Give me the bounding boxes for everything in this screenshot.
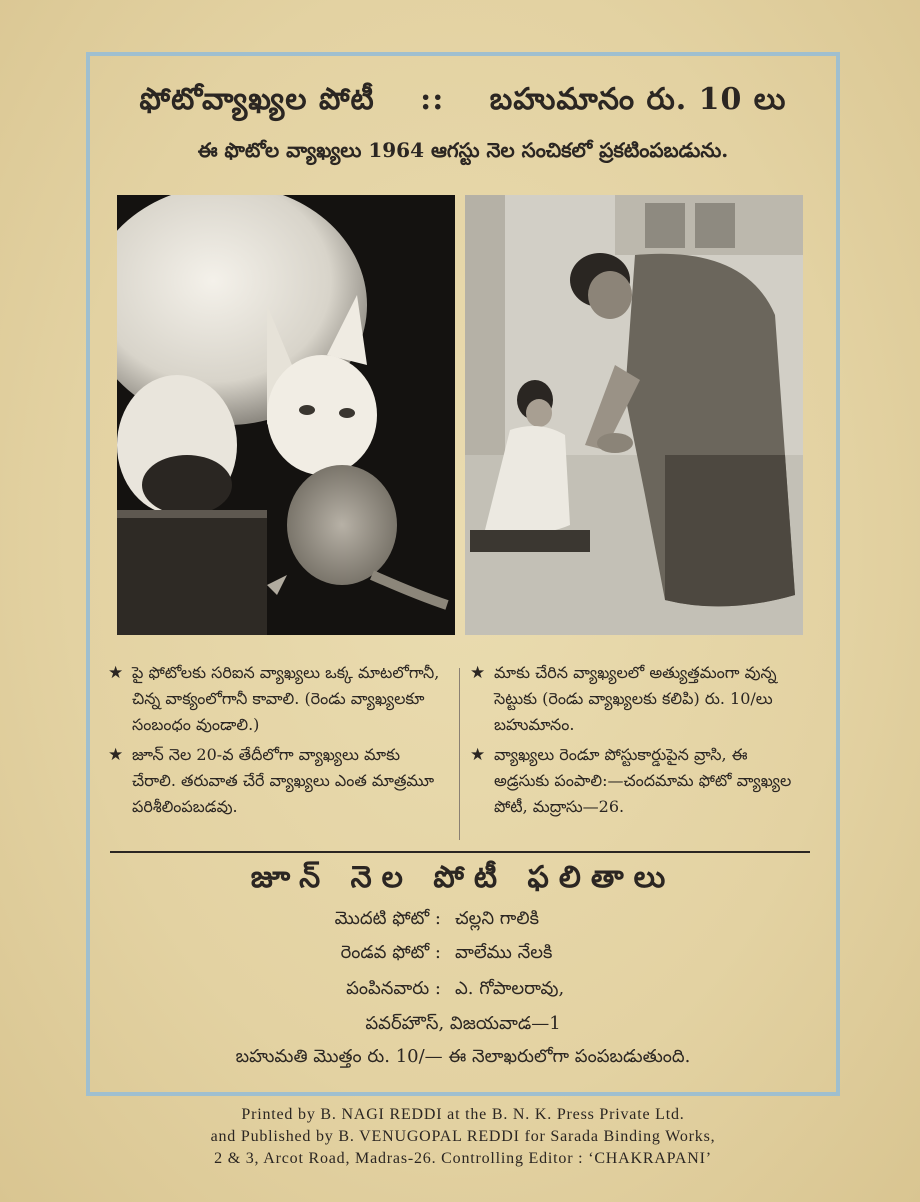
rule-item — [108, 742, 443, 820]
imprint-line: 2 & 3, Arcot Road, Madras-26. Controlling Editor : ‘CHAKRAPANI’ — [214, 1150, 712, 1167]
rule-text: వ్యాఖ్యలు రెండూ పోస్టుకార్డుపైన వ్రాసి, ఈ అడ్రసుకు పంపాలి:—చందమామ ఫోటో వ్యాఖ్యల పోటీ, మద్రాసు—26. — [494, 745, 792, 816]
sender-line — [86, 978, 840, 1003]
first-photo-label: మొదటి ఫోటో : — [334, 908, 441, 929]
woman-and-child-photo — [465, 195, 803, 635]
star-bullet-icon: ★ — [470, 745, 486, 765]
rules-column-left — [108, 660, 443, 824]
contest-title-left: ఫోటోవ్యాఖ్యల పోటీ — [139, 82, 375, 117]
second-photo-result — [86, 942, 840, 967]
second-photo-label: రెండవ ఫోటో : — [340, 942, 441, 963]
first-photo-result — [86, 908, 840, 933]
prize-amount-title: బహుమానం రు. 10 లు — [489, 82, 787, 117]
rule-item — [470, 660, 805, 738]
rule-text: పై ఫోటోలకు సరిఐన వ్యాఖ్యలు ఒక్క మాటలోగానీ, చిన్న వాక్యంలోగానీ కావాలి. (రెండు వ్యాఖ్యలకూ సంబంధం వుండాలి.) — [132, 663, 440, 734]
star-bullet-icon: ★ — [470, 663, 486, 683]
star-bullet-icon: ★ — [108, 745, 124, 765]
star-bullet-icon: ★ — [108, 663, 124, 683]
column-divider — [459, 668, 460, 840]
results-heading: జూన్ నెల పోటీ ఫలితాలు — [250, 860, 676, 895]
first-photo-caption: చల్లని గాలికి — [455, 908, 539, 929]
section-divider — [110, 851, 810, 853]
cat-with-kitten-photo — [117, 195, 455, 635]
rule-text: జూన్ నెల 20-వ తేదీలోగా వ్యాఖ్యలు మాకు చేరాలి. తరువాత చేరే వ్యాఖ్యలు ఎంత మాత్రమూ పరిశీలింపబడవు. — [132, 745, 435, 816]
second-photo-caption: వాలేము నేలకి — [455, 942, 553, 963]
sender-address: పవర్‌హౌస్, విజయవాడ—1 — [365, 1013, 561, 1034]
rule-item — [470, 742, 805, 820]
printer-imprint — [86, 1104, 840, 1170]
imprint-line: Printed by B. NAGI REDDI at the B. N. K. Press Private Ltd. — [241, 1106, 685, 1123]
rules-column-right — [470, 660, 805, 824]
announcement-subtitle: ఈ ఫొటోల వ్యాఖ్యలు 1964 ఆగస్టు నెల సంచికలో ప్రకటింపబడును. — [197, 138, 729, 162]
sender-name: ఎ. గోపాలరావు, — [455, 978, 565, 999]
prize-note: బహుమతి మొత్తం రు. 10/— ఈ నెలాఖరులోగా పంపబడుతుంది. — [235, 1046, 691, 1067]
rule-item — [108, 660, 443, 738]
title-separator: :: — [420, 82, 445, 117]
imprint-line: and Published by B. VENUGOPAL REDDI for Sarada Binding Works, — [210, 1128, 716, 1145]
sender-label: పంపినవారు : — [346, 978, 441, 999]
contest-title — [86, 82, 840, 124]
rule-text: మాకు చేరిన వ్యాఖ్యలలో అత్యుత్తమంగా వున్న సెట్టుకు (రెండు వ్యాఖ్యలకు కలిపి) రు. 10/లు బహుమానం. — [494, 663, 777, 734]
